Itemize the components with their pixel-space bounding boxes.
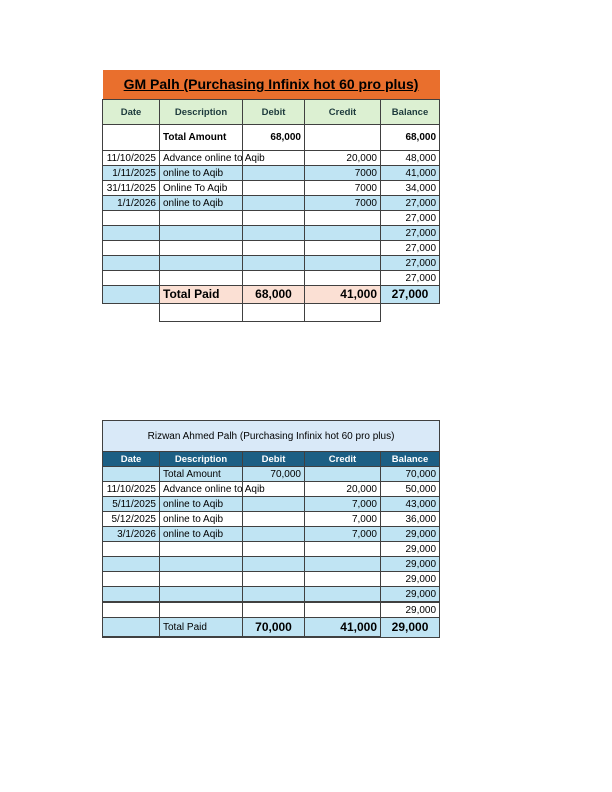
header-credit: Credit [305,100,381,125]
cell-empty [305,304,381,322]
cell-credit [305,587,381,603]
cell-balance: 29,000 [381,572,440,587]
cell-debit [243,271,305,286]
total-paid-balance: 29,000 [381,618,440,638]
total-amount-row [103,125,440,151]
cell-balance: 68,000 [381,125,440,151]
header-description: Description [160,452,243,467]
table-row [103,587,440,603]
cell-debit [243,527,305,542]
cell-date: 5/11/2025 [103,497,160,512]
table-row [103,482,440,497]
table-row [103,557,440,572]
cell-debit [243,196,305,211]
header-row [103,452,440,467]
table-row [103,151,440,166]
cell-balance: 27,000 [381,271,440,286]
cell-credit: 7000 [305,181,381,196]
header-row [103,100,440,125]
cell-date [103,587,160,603]
header-balance: Balance [381,452,440,467]
cell-credit [305,125,381,151]
trailing-empty-row [103,304,440,322]
cell-description [160,271,243,286]
total-paid-credit: 41,000 [305,618,381,638]
total-paid-debit: 68,000 [243,286,305,304]
cell-date [103,241,160,256]
cell-date: 11/10/2025 [103,482,160,497]
table-row [103,166,440,181]
cell-debit [243,181,305,196]
cell-debit [243,211,305,226]
cell-balance: 27,000 [381,256,440,271]
cell-debit [243,542,305,557]
cell-credit [305,226,381,241]
cell-date: 5/12/2025 [103,512,160,527]
cell-debit [243,512,305,527]
cell-date [103,572,160,587]
cell-credit: 20,000 [305,151,381,166]
table-row [103,226,440,241]
header-description: Description [160,100,243,125]
cell-balance: 50,000 [381,482,440,497]
cell-date [103,286,160,304]
table-row [103,512,440,527]
header-credit: Credit [305,452,381,467]
cell-balance: 36,000 [381,512,440,527]
cell-description: online to Aqib [160,497,243,512]
cell-balance: 29,000 [381,527,440,542]
cell-credit [305,572,381,587]
cell-description: Total Amount [160,467,243,482]
cell-date [103,211,160,226]
cell-date [103,557,160,572]
cell-date [103,602,160,618]
cell-credit [305,271,381,286]
cell-credit: 7,000 [305,512,381,527]
cell-date: 11/10/2025 [103,151,160,166]
cell-date [103,271,160,286]
total-paid-label: Total Paid [160,618,243,638]
total-amount-row [103,467,440,482]
cell-balance: 29,000 [381,602,440,618]
cell-credit [305,557,381,572]
cell-credit: 20,000 [305,482,381,497]
cell-credit [305,211,381,226]
cell-balance: 43,000 [381,497,440,512]
cell-date [103,618,160,638]
table-row [103,211,440,226]
cell-description: online to Aqib [160,196,243,211]
cell-balance: 27,000 [381,196,440,211]
cell-debit [243,557,305,572]
cell-date [103,256,160,271]
cell-date [103,226,160,241]
cell-description [160,211,243,226]
cell-balance: 27,000 [381,226,440,241]
cell-debit [243,166,305,181]
cell-description [160,256,243,271]
header-balance: Balance [381,100,440,125]
cell-balance: 29,000 [381,587,440,603]
table-row [103,572,440,587]
table-row [103,256,440,271]
table-row [103,527,440,542]
table-row [103,271,440,286]
total-paid-debit: 70,000 [243,618,305,638]
cell-balance: 29,000 [381,542,440,557]
cell-debit [243,241,305,256]
total-paid-row [103,286,440,304]
cell-empty [160,304,243,322]
cell-credit [305,602,381,618]
header-debit: Debit [243,100,305,125]
total-paid-label: Total Paid [160,286,243,304]
cell-description: online to Aqib [160,512,243,527]
table-row [103,241,440,256]
cell-description [160,572,243,587]
cell-credit [305,241,381,256]
cell-description [160,542,243,557]
cell-balance: 70,000 [381,467,440,482]
cell-debit [243,226,305,241]
cell-date: 3/1/2026 [103,527,160,542]
cell-empty [381,304,440,322]
cell-credit: 7,000 [305,497,381,512]
cell-balance: 48,000 [381,151,440,166]
ledger-gm-palh [102,70,440,322]
table-row [103,497,440,512]
cell-credit [305,256,381,271]
ledger-rizwan-ahmed-palh [102,420,440,638]
cell-date: 31/11/2025 [103,181,160,196]
cell-description [160,587,243,603]
cell-description: Online To Aqib [160,181,243,196]
cell-date [103,125,160,151]
table-row [103,542,440,557]
cell-debit [243,587,305,603]
cell-debit [243,497,305,512]
cell-description [160,557,243,572]
cell-credit: 7,000 [305,527,381,542]
ledger-title: GM Palh (Purchasing Infinix hot 60 pro plus) [103,70,440,100]
cell-description [160,226,243,241]
cell-debit [243,602,305,618]
cell-balance: 27,000 [381,211,440,226]
cell-date: 1/11/2025 [103,166,160,181]
cell-balance: 29,000 [381,557,440,572]
cell-empty [243,304,305,322]
cell-debit: 70,000 [243,467,305,482]
header-date: Date [103,452,160,467]
header-date: Date [103,100,160,125]
ledger-title: Rizwan Ahmed Palh (Purchasing Infinix hot 60 pro plus) [103,421,440,452]
cell-debit: 68,000 [243,125,305,151]
cell-balance: 41,000 [381,166,440,181]
cell-balance: 27,000 [381,241,440,256]
cell-description: Total Amount [160,125,243,151]
total-paid-row [103,618,440,638]
cell-date: 1/1/2026 [103,196,160,211]
cell-credit [305,542,381,557]
total-paid-balance: 27,000 [381,286,440,304]
cell-debit [243,572,305,587]
cell-description [160,241,243,256]
cell-description: Advance online to Aqib [160,482,243,497]
cell-debit [243,256,305,271]
cell-credit: 7000 [305,166,381,181]
cell-credit: 7000 [305,196,381,211]
cell-description [160,602,243,618]
cell-date [103,542,160,557]
cell-balance: 34,000 [381,181,440,196]
table-row [103,602,440,618]
cell-date [103,467,160,482]
header-debit: Debit [243,452,305,467]
cell-credit [305,467,381,482]
cell-description: online to Aqib [160,527,243,542]
cell-description: Advance online to Aqib [160,151,243,166]
cell-empty [103,304,160,322]
total-paid-credit: 41,000 [305,286,381,304]
table-row [103,196,440,211]
cell-description: online to Aqib [160,166,243,181]
table-row [103,181,440,196]
